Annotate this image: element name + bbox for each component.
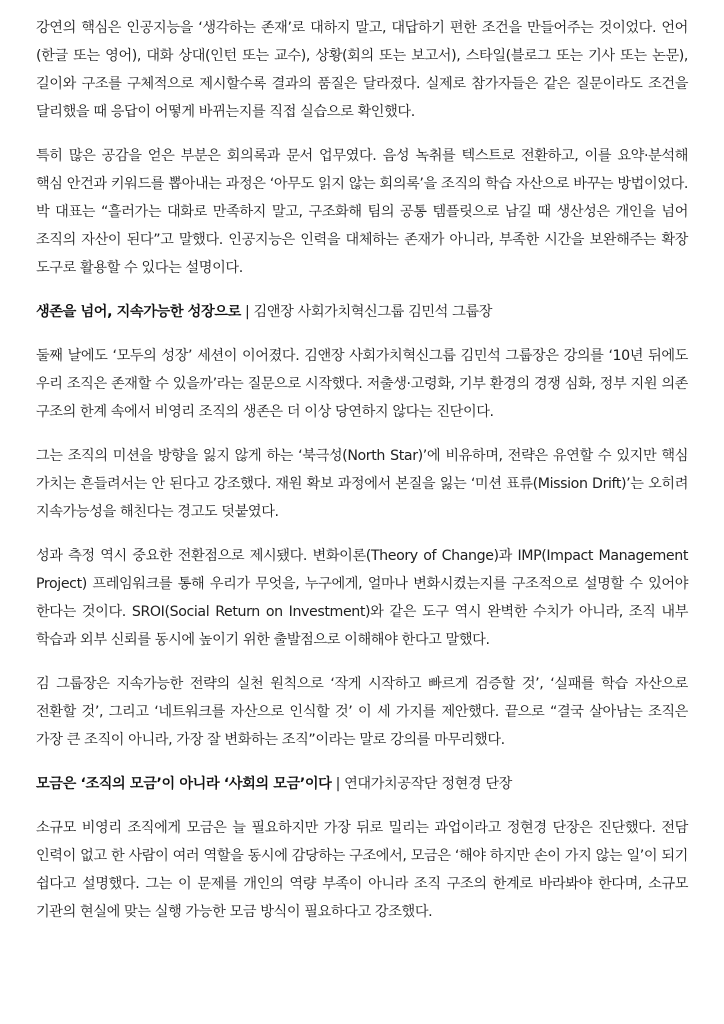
section-heading-sustainable-growth (36, 298, 688, 326)
paragraph-north-star: 그는 조직의 미션을 방향을 잃지 않게 하는 ‘북극성(North Star)’에 비유하며, 전략은 유연할 수 있지만 핵심 가치는 흔들려서는 안 된다고 강조했다. 재원 확보 과정에서 본질을 잃는 ‘미션 표류(Mission Drift)’는 오히려 지속가능성을 해친다는 경고도 덧붙였다. (36, 448, 688, 520)
paragraph-second-day-session: 둘째 날에도 ‘모두의 성장’ 세션이 이어졌다. 김앤장 사회가치혁신그룹 김민석 그룹장은 강의를 ‘10년 뒤에도 우리 조직은 존재할 수 있을까’라는 질문으로 시작했다. 저출생·고령화, 기부 환경의 경쟁 심화, 정부 지원 의존 구조의 한계 속에서 비영리 조직의 생존은 더 이상 당연하지 않다는 진단이다. (36, 348, 688, 420)
section-speaker: 김앤장 사회가치혁신그룹 김민석 그룹장 (253, 304, 493, 320)
paragraph-strategy-principles: 김 그룹장은 지속가능한 전략의 실천 원칙으로 ‘작게 시작하고 빠르게 검증할 것’, ‘실패를 학습 자산으로 전환할 것’, 그리고 ‘네트워크를 자산으로 인식할 것’ 이 세 가지를 제안했다. 끝으로 “결국 살아남는 조직은 가장 큰 조직이 아니라, 가장 잘 변화하는 조직”이라는 말로 강의를 마무리했다. (36, 676, 688, 748)
section-heading-fundraising (36, 770, 688, 798)
paragraph-meeting-minutes: 특히 많은 공감을 얻은 부분은 회의록과 문서 업무였다. 음성 녹취를 텍스트로 전환하고, 이를 요약·분석해 핵심 안건과 키워드를 뽑아내는 과정은 ‘아무도 읽지 않는 회의록’을 조직의 학습 자산으로 바꾸는 방법이었다. 박 대표는 “흘러가는 대화로 만족하지 말고, 구조화해 팀의 공통 템플릿으로 남길 때 생산성은 개인을 넘어 조직의 자산이 된다”고 말했다. 인공지능은 인력을 대체하는 존재가 아니라, 부족한 시간을 보완해주는 확장 도구로 활용할 수 있다는 설명이다. (36, 148, 688, 276)
section-title: 생존을 넘어, 지속가능한 성장으로 (36, 304, 241, 320)
section-speaker: 연대가치공작단 정현경 단장 (344, 776, 512, 792)
article-body (36, 14, 688, 942)
section-title: 모금은 ‘조직의 모금’이 아니라 ‘사회의 모금’이다 (36, 776, 332, 792)
paragraph-ai-conditions: 강연의 핵심은 인공지능을 ‘생각하는 존재’로 대하지 말고, 대답하기 편한 조건을 만들어주는 것이었다. 언어(한글 또는 영어), 대화 상대(인턴 또는 교수), 상황(회의 또는 보고서), 스타일(블로그 또는 기사 또는 논문), 길이와 구조를 구체적으로 제시할수록 결과의 품질은 달라졌다. 실제로 참가자들은 같은 질문이라도 조건을 달리했을 때 응답이 어떻게 바뀌는지를 직접 실습으로 확인했다. (36, 20, 688, 120)
section-separator: | (240, 304, 254, 320)
section-separator: | (331, 776, 345, 792)
paragraph-small-org-fundraising: 소규모 비영리 조직에게 모금은 늘 필요하지만 가장 뒤로 밀리는 과업이라고 정현경 단장은 진단했다. 전담 인력이 없고 한 사람이 여러 역할을 동시에 감당하는 구조에서, 모금은 ‘해야 하지만 손이 가지 않는 일’이 되기 쉽다고 설명했다. 그는 이 문제를 개인의 역량 부족이 아니라 조직 구조의 한계로 바라봐야 한다며, 소규모 기관의 현실에 맞는 실행 가능한 모금 방식이 필요하다고 강조했다. (36, 820, 688, 920)
paragraph-impact-measurement: 성과 측정 역시 중요한 전환점으로 제시됐다. 변화이론(Theory of Change)과 IMP(Impact Management Project) 프레임워크를 통해 우리가 무엇을, 누구에게, 얼마나 변화시켰는지를 구조적으로 설명할 수 있어야 한다는 것이다. SROI(Social Return on Investment)와 같은 도구 역시 완벽한 수치가 아니라, 조직 내부 학습과 외부 신뢰를 동시에 높이기 위한 출발점으로 이해해야 한다고 말했다. (36, 548, 688, 648)
